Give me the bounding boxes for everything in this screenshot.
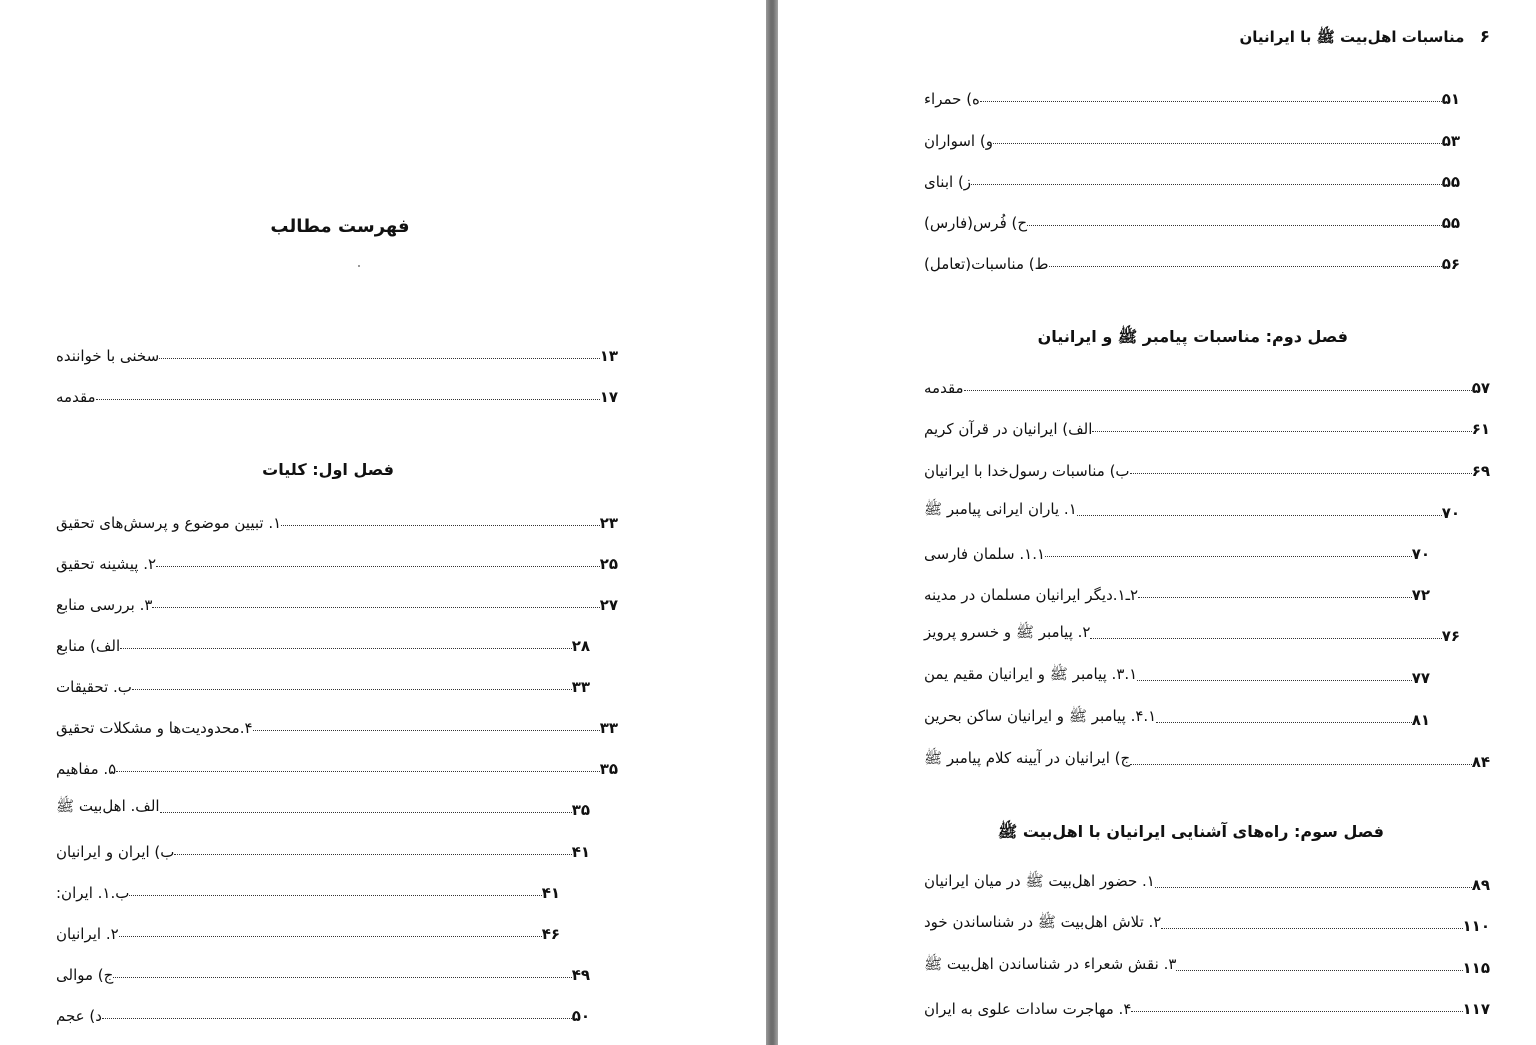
toc-entry[interactable] bbox=[920, 951, 1494, 977]
entry-text: ۵. مفاهیم bbox=[56, 760, 117, 778]
entry-page: ۴۱ bbox=[571, 843, 590, 861]
dot-leader bbox=[174, 854, 571, 855]
entry-page: ۵۵ bbox=[1441, 214, 1460, 232]
chapter2-heading: فصل دوم: مناسبات پیامبر ﷺ و ایرانیان bbox=[1037, 327, 1348, 346]
entry-text: ز) ابنای bbox=[924, 173, 972, 191]
toc-entry[interactable] bbox=[920, 661, 1434, 687]
toc-entry[interactable] bbox=[920, 745, 1494, 771]
entry-page: ۳۳ bbox=[571, 678, 590, 696]
dot-leader bbox=[152, 607, 599, 608]
entry-text: ب) ایران و ایرانیان bbox=[56, 843, 175, 861]
dot-leader bbox=[1045, 556, 1412, 557]
entry-page: ۱۱۵ bbox=[1462, 959, 1490, 977]
dot-leader bbox=[159, 358, 600, 359]
dot-leader bbox=[281, 525, 600, 526]
entry-page: ۵۱ bbox=[1441, 90, 1460, 108]
dot-leader bbox=[116, 771, 599, 772]
chapter1-heading: فصل اول: کلیات bbox=[262, 460, 394, 479]
entry-page: ۲۵ bbox=[599, 555, 618, 573]
dot-leader bbox=[113, 977, 571, 978]
entry-text: ب.۱. ایران: bbox=[56, 884, 130, 902]
entry-text: ۳. نقش شعراء در شناساندن اهل‌بیت ﷺ bbox=[924, 955, 1177, 973]
dot-leader bbox=[160, 812, 572, 813]
toc-entry[interactable] bbox=[52, 876, 564, 902]
entry-page: ۸۴ bbox=[1471, 753, 1490, 771]
entry-page: ۲۸ bbox=[571, 637, 590, 655]
entry-page: ۲۳ bbox=[599, 514, 618, 532]
entry-page: ۷۷ bbox=[1411, 669, 1430, 687]
toc-entry[interactable] bbox=[920, 412, 1494, 438]
toc-entry[interactable] bbox=[52, 917, 564, 943]
right-page bbox=[778, 0, 1536, 1045]
dot-leader bbox=[132, 689, 572, 690]
dot-leader bbox=[993, 143, 1442, 144]
dot-leader bbox=[1092, 431, 1471, 432]
dot-leader bbox=[1176, 970, 1462, 971]
toc-entry[interactable] bbox=[52, 793, 594, 819]
entry-page: ۵۵ bbox=[1441, 173, 1460, 191]
toc-entry[interactable] bbox=[920, 578, 1434, 604]
dot-leader bbox=[156, 566, 600, 567]
toc-entry[interactable] bbox=[52, 380, 622, 406]
dot-leader bbox=[1156, 722, 1411, 723]
toc-entry[interactable] bbox=[52, 629, 594, 655]
entry-text: ج) ایرانیان در آیینه کلام پیامبر ﷺ bbox=[924, 749, 1131, 767]
entry-page: ۳۳ bbox=[599, 719, 618, 737]
dot-leader bbox=[253, 730, 600, 731]
entry-text: ۲. تلاش اهل‌بیت ﷺ در شناساندن خود bbox=[924, 913, 1162, 931]
dot-leader bbox=[980, 101, 1442, 102]
entry-text: ۴.محدودیت‌ها و مشکلات تحقیق bbox=[56, 719, 253, 737]
entry-text: سخنی با خواننده bbox=[56, 347, 160, 365]
book-gutter bbox=[766, 0, 778, 1045]
entry-page: ۵۷ bbox=[1471, 379, 1490, 397]
dot-leader bbox=[1138, 597, 1412, 598]
entry-page: ۴۶ bbox=[541, 925, 560, 943]
entry-text: د) عجم bbox=[56, 1007, 102, 1025]
dot-leader bbox=[119, 936, 542, 937]
entry-page: ۷۰ bbox=[1411, 545, 1430, 563]
entry-page: ۴۱ bbox=[541, 884, 560, 902]
toc-entry[interactable] bbox=[920, 454, 1494, 480]
toc-entry[interactable] bbox=[52, 506, 622, 532]
entry-text: ۱. تبیین موضوع و پرسش‌های تحقیق bbox=[56, 514, 282, 532]
entry-text: ۱. حضور اهل‌بیت ﷺ در میان ایرانیان bbox=[924, 872, 1155, 890]
chapter3-heading: فصل سوم: راه‌های آشنایی ایرانیان با اهل‌بیت ﷺ bbox=[997, 822, 1384, 841]
entry-page: ۱۱۰ bbox=[1462, 917, 1490, 935]
toc-entry[interactable] bbox=[920, 703, 1434, 729]
toc-entry[interactable] bbox=[52, 752, 622, 778]
toc-entry[interactable] bbox=[920, 165, 1464, 191]
entry-page: ۸۹ bbox=[1471, 876, 1490, 894]
running-header bbox=[1239, 27, 1490, 50]
toc-entry[interactable] bbox=[52, 547, 622, 573]
header-page-number: ۶ bbox=[1479, 27, 1490, 47]
toc-entry[interactable] bbox=[920, 909, 1494, 935]
entry-page: ۳۵ bbox=[599, 760, 618, 778]
dot-leader bbox=[1077, 515, 1442, 516]
entry-text: الف. اهل‌بیت ﷺ bbox=[56, 797, 160, 815]
header-title: مناسبات اهل‌بیت ﷺ با ایرانیان bbox=[1239, 28, 1465, 46]
entry-page: ۱۱۷ bbox=[1462, 1000, 1490, 1018]
entry-text: و) اسواران bbox=[924, 132, 993, 150]
entry-text: ح) فُرس(فارس) bbox=[924, 214, 1028, 232]
toc-entry[interactable] bbox=[920, 206, 1464, 232]
entry-text: ۲. پیامبر ﷺ و خسرو پرویز bbox=[924, 623, 1091, 641]
toc-entry[interactable] bbox=[52, 339, 622, 365]
page-speck bbox=[358, 265, 360, 267]
entry-page: ۸۱ bbox=[1411, 711, 1430, 729]
toc-entry[interactable] bbox=[920, 247, 1464, 273]
entry-text: ۳. بررسی منابع bbox=[56, 596, 153, 614]
entry-page: ۴۹ bbox=[571, 966, 590, 984]
toc-entry[interactable] bbox=[52, 711, 622, 737]
toc-entry[interactable] bbox=[920, 868, 1494, 894]
entry-text: ۴. مهاجرت سادات علوی به ایران bbox=[924, 1000, 1132, 1018]
dot-leader bbox=[1049, 266, 1442, 267]
entry-page: ۵۶ bbox=[1441, 255, 1460, 273]
dot-leader bbox=[1155, 887, 1472, 888]
entry-page: ۲۷ bbox=[599, 596, 618, 614]
entry-page: ۳۵ bbox=[571, 801, 590, 819]
toc-entry[interactable] bbox=[920, 537, 1434, 563]
toc-entry[interactable] bbox=[52, 588, 622, 614]
entry-text: ۱. یاران ایرانی پیامبر ﷺ bbox=[924, 500, 1077, 518]
toc-entry[interactable] bbox=[52, 835, 594, 861]
dot-leader bbox=[102, 1018, 572, 1019]
entry-text: ۱.۱. سلمان فارسی bbox=[924, 545, 1046, 563]
entry-page: ۵۰ bbox=[571, 1007, 590, 1025]
dot-leader bbox=[1027, 225, 1442, 226]
toc-title: فهرست مطالب bbox=[270, 216, 410, 237]
entry-text: ب) مناسبات رسول‌خدا با ایرانیان bbox=[924, 462, 1130, 480]
entry-text: الف) منابع bbox=[56, 637, 121, 655]
dot-leader bbox=[964, 390, 1472, 391]
entry-text: ه) حمراء bbox=[924, 90, 980, 108]
entry-page: ۱۳ bbox=[599, 347, 618, 365]
toc-entry[interactable] bbox=[52, 670, 594, 696]
dot-leader bbox=[971, 184, 1442, 185]
entry-text: ۲. ایرانیان bbox=[56, 925, 119, 943]
entry-text: ج) موالی bbox=[56, 966, 114, 984]
toc-entry[interactable] bbox=[920, 496, 1464, 522]
dot-leader bbox=[1130, 764, 1472, 765]
dot-leader bbox=[129, 895, 541, 896]
entry-page: ۶۹ bbox=[1471, 462, 1490, 480]
entry-page: ۷۲ bbox=[1411, 586, 1430, 604]
entry-page: ۶۱ bbox=[1471, 420, 1490, 438]
dot-leader bbox=[1130, 473, 1472, 474]
toc-entry[interactable] bbox=[920, 82, 1464, 108]
dot-leader bbox=[1131, 1011, 1462, 1012]
toc-entry[interactable] bbox=[920, 371, 1494, 397]
entry-text: ب. تحقیقات bbox=[56, 678, 132, 696]
left-page bbox=[0, 0, 766, 1045]
entry-text: الف) ایرانیان در قرآن کریم bbox=[924, 420, 1093, 438]
entry-text: ۲. پیشینه تحقیق bbox=[56, 555, 157, 573]
entry-page: ۷۶ bbox=[1441, 627, 1460, 645]
dot-leader bbox=[1137, 680, 1411, 681]
dot-leader bbox=[120, 648, 572, 649]
entry-text: مقدمه bbox=[56, 388, 96, 406]
dot-leader bbox=[1161, 928, 1462, 929]
entry-text: مقدمه bbox=[924, 379, 964, 397]
toc-entry[interactable] bbox=[920, 619, 1464, 645]
entry-text: ط) مناسبات(تعامل) bbox=[924, 255, 1049, 273]
toc-entry[interactable] bbox=[920, 124, 1464, 150]
dot-leader bbox=[96, 399, 600, 400]
toc-entry[interactable] bbox=[52, 958, 594, 984]
toc-entry[interactable] bbox=[920, 992, 1494, 1018]
entry-page: ۵۳ bbox=[1441, 132, 1460, 150]
entry-text: ۲ـ۱.دیگر ایرانیان مسلمان در مدینه bbox=[924, 586, 1139, 604]
toc-entry[interactable] bbox=[52, 999, 594, 1025]
entry-text: ۴.۱. پیامبر ﷺ و ایرانیان ساکن بحرین bbox=[924, 707, 1157, 725]
dot-leader bbox=[1090, 638, 1441, 639]
entry-page: ۷۰ bbox=[1441, 504, 1460, 522]
entry-page: ۱۷ bbox=[599, 388, 618, 406]
entry-text: ۳.۱. پیامبر ﷺ و ایرانیان مقیم یمن bbox=[924, 665, 1138, 683]
